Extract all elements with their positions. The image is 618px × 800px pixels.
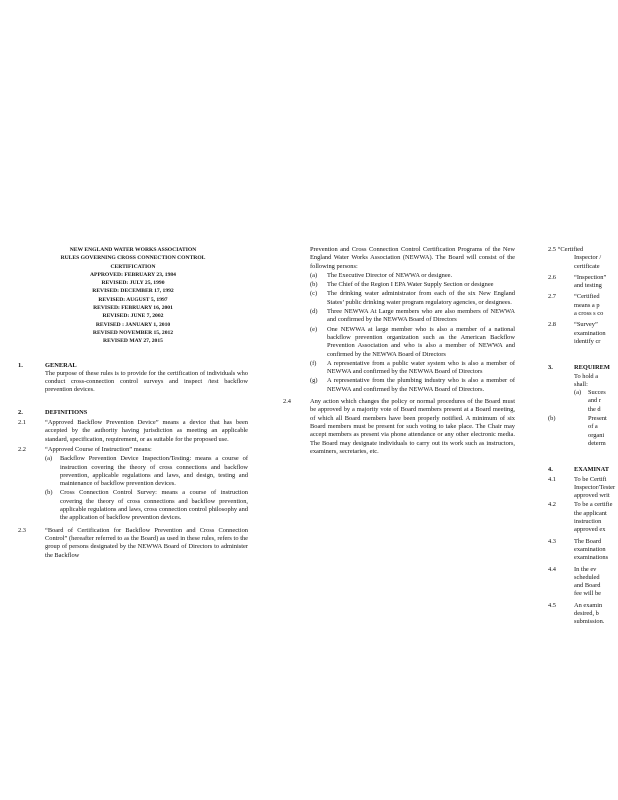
board-member-a: (a) The Executive Director of NEWWA or designee. xyxy=(310,271,453,279)
board-member-e: (e) One NEWWA at large member who is also a member of a national backflow prevention organization such as the American Backflow Prevention Association and who is also a member of NEWWA and confirmed by the NEWWA Board of Directors xyxy=(310,325,515,358)
revision-line: REVISED MAY 27, 2015 xyxy=(103,338,163,345)
examination-4-5: 4.5 An examin xyxy=(548,601,603,609)
revision-line: APPROVED: FEBRUARY 23, 1984 xyxy=(90,271,176,278)
requirement-b: (b) Present xyxy=(548,415,607,423)
examination-4-3: 4.3 The Board xyxy=(548,537,602,545)
requirement-a: (a) Succes xyxy=(574,389,606,397)
definition-2-3-continued: Prevention and Cross Connection Control Certification Programs of the New England Water Works Association (NEWWA). The Board will consist of the following persons: xyxy=(310,246,515,270)
definition-2-5: 2.5 “Certified xyxy=(548,246,584,253)
revision-line: REVISED NOVEMBER 15, 2012 xyxy=(92,329,174,336)
definition-2-2-a: (a) Backflow Prevention Device Inspection/Testing: means a course of instruction covering the theory of cross connections and backflow prevention, applicable regulations and laws, and design, testing and maintenance of backflow prevention devices. xyxy=(45,455,248,488)
revision-line: REVISED : JANUARY 1, 2010 xyxy=(95,321,171,328)
section-examination-heading: 4. EXAMINAT xyxy=(548,466,610,474)
examination-4-1: 4.1 To be Certifi xyxy=(548,475,607,483)
revision-line: REVISED: AUGUST 5, 1997 xyxy=(98,296,168,303)
definition-2-7: 2.7 “Certified xyxy=(548,293,600,301)
board-member-b: (b) The Chief of the Region I EPA Water Supply Section or designee xyxy=(310,281,494,289)
definition-2-2-b: (b) Cross Connection Control Survey: means a course of instruction covering the theory of cross connections and backflow prevention, applicable regulations and laws, cross connection control philosophy and the application of backflow prevention devices. xyxy=(45,489,248,522)
definition-2-8: 2.8 “Survey” xyxy=(548,321,598,329)
board-member-f: (f) A representative from a public water system who is also a member of NEWWA and confirmed by the NEWWA Board of Directors xyxy=(310,359,515,376)
board-member-g: (g) A representative from the plumbing industry who is also a member of NEWWA and confirmed by the NEWWA Board of Directors. xyxy=(310,377,515,393)
section-requirements-heading: 3. REQUIREM xyxy=(548,364,610,372)
revision-line: REVISED: JUNE 7, 2002 xyxy=(102,313,164,320)
column-right-cropped: 2.5 “Certified Inspector / certificate 2.6 “Inspection” and testing 2.7 “Certified means a p a cross s co 2.8 “Survey” examination identify cr 3. REQUIREM To hold a shall: (a) Succes and r the d (b) Present of a organi determ 4. EXAMINAT 4.1 To be Certifi Inspector/Tester approved writ 4.2 To be a certifie the applicant instruction approved ex 4.3 The Board examination examinations 4.4 In the ev scheduled and Board fee will be 4.5 An examin desired, b submission. xyxy=(548,246,618,627)
revision-line: REVISED: DECEMBER 17, 1992 xyxy=(92,288,174,295)
board-member-c: (c) The drinking water administrator from each of the six New England States’ public drinking water program regulatory agencies, or designees. xyxy=(310,290,515,306)
definition-2-1: 2.1 “Approved Backflow Prevention Device” means a device that has been accepted by the authority having jurisdiction as meeting an applicable standard, specification, requirement, or as suitable for the proposed use. xyxy=(18,419,248,443)
document-header xyxy=(18,246,248,346)
board-member-d: (d) Three NEWWA At Large members who are also members of NEWWA and confirmed by the NEWWA Board of Directors xyxy=(310,308,515,324)
section-general-heading: 1. GENERAL xyxy=(18,361,77,369)
definition-2-6: 2.6 “Inspection” xyxy=(548,273,607,281)
definition-2-3: 2.3 “Board of Certification for Backflow Prevention and Cross Connection Control” (hereafter referred to as the Board) as used in these rules, refers to the group of persons designated by the NEWWA Board of Directors to administer the Backflow xyxy=(18,526,248,559)
examination-4-2: 4.2 To be a certifie xyxy=(548,501,613,509)
header-title-line2: RULES GOVERNING CROSS CONNECTION CONTROL xyxy=(60,255,206,262)
column-middle xyxy=(283,246,515,456)
definition-2-2: 2.2 “Approved Course of Instruction” means: xyxy=(18,445,152,453)
header-title-line1: NEW ENGLAND WATER WORKS ASSOCIATION xyxy=(69,247,197,253)
section-general-text: The purpose of these rules is to provide for the certification of individuals who conduct cross-connection control surveys and inspect /test backflow prevention devices. xyxy=(45,369,248,394)
definition-2-4: 2.4 Any action which changes the policy or normal procedures of the Board must be approved by a majority vote of Board members present at a Board meeting, of which all Board members have been properly notified. A minimum of six Board members must be present for such voting to take place. The Chair may accept members as present via phone attendance or any other electronic media. The Board may designate individuals to carry out its work such as instructors, examiners, secretaries, etc. xyxy=(283,398,515,455)
header-title-line3: CERTIFICATION xyxy=(110,263,156,270)
revision-line: REVISED: JULY 25, 1990 xyxy=(101,280,165,287)
revision-line: REVISED: FEBRUARY 16, 2001 xyxy=(93,305,173,312)
section-definitions-heading: 2. DEFINITIONS xyxy=(18,408,88,416)
examination-4-4: 4.4 In the ev xyxy=(548,565,597,573)
column-left xyxy=(18,246,248,560)
